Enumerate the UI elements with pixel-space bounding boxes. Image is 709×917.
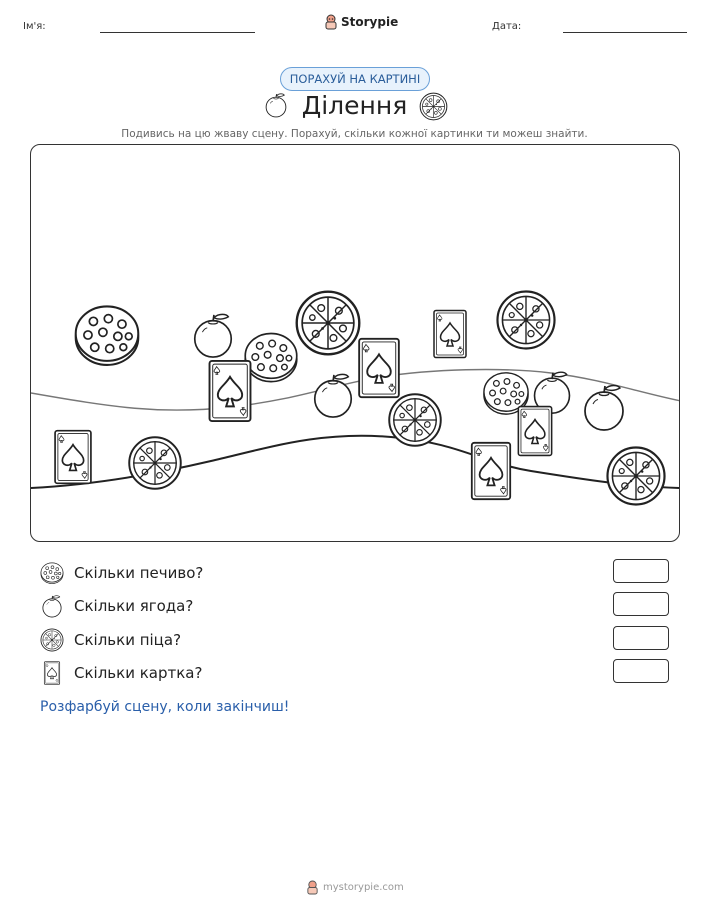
pizza-2 — [497, 291, 554, 348]
berry-2 — [315, 374, 351, 417]
berry-1 — [195, 314, 231, 357]
page-title: Ділення — [301, 91, 408, 120]
question-card — [40, 660, 202, 686]
color-instruction: Розфарбуй сцену, коли закінчиш! — [40, 699, 290, 715]
question-text: Скільки картка? — [74, 664, 203, 682]
pizza-5 — [607, 447, 664, 504]
pizza-3 — [389, 394, 441, 446]
storypie-mascot-icon — [324, 14, 338, 30]
storypie-logo — [324, 14, 398, 30]
cookie-2 — [245, 333, 297, 381]
page-subtitle: Подивись на цю жваву сцену. Порахуй, скільки кожної картинки ти можеш знайти. — [121, 128, 588, 140]
question-text: Скільки печиво? — [74, 564, 204, 582]
question-berry — [40, 593, 193, 619]
pizza-1 — [297, 292, 360, 355]
card-5 — [518, 407, 551, 456]
pizza-4 — [129, 437, 181, 489]
logo-text: Storypie — [341, 15, 399, 29]
name-line[interactable] — [100, 32, 255, 33]
card-2 — [359, 339, 399, 397]
card-3 — [434, 311, 466, 358]
question-pizza — [40, 627, 181, 653]
question-text: Скільки піца? — [74, 631, 182, 649]
site-footer — [306, 880, 404, 895]
name-label: Ім'я: — [23, 21, 46, 32]
answer-box-pizza[interactable] — [613, 626, 669, 650]
answer-box-card[interactable] — [613, 659, 669, 683]
answer-box-cookie[interactable] — [613, 559, 669, 583]
pizza-icon — [419, 92, 448, 121]
berry-icon — [40, 594, 64, 618]
card-icon — [40, 661, 64, 685]
card-1 — [210, 361, 251, 421]
card-6 — [472, 443, 510, 499]
date-label: Дата: — [492, 21, 522, 32]
question-cookie — [40, 560, 203, 586]
card-4 — [55, 431, 91, 484]
counting-scene — [30, 144, 680, 542]
site-url[interactable]: mystorypie.com — [323, 882, 404, 893]
count-badge: ПОРАХУЙ НА КАРТИНІ — [280, 67, 430, 91]
back-hill-line — [31, 370, 680, 411]
answer-box-berry[interactable] — [613, 592, 669, 616]
storypie-mascot-icon — [306, 880, 319, 895]
berry-4 — [585, 386, 623, 431]
pizza-icon — [40, 628, 64, 652]
date-line[interactable] — [563, 32, 687, 33]
cookie-1 — [76, 306, 139, 364]
cookie-icon — [40, 561, 64, 585]
question-text: Скільки ягода? — [74, 597, 194, 615]
scene-drawing — [31, 145, 680, 542]
